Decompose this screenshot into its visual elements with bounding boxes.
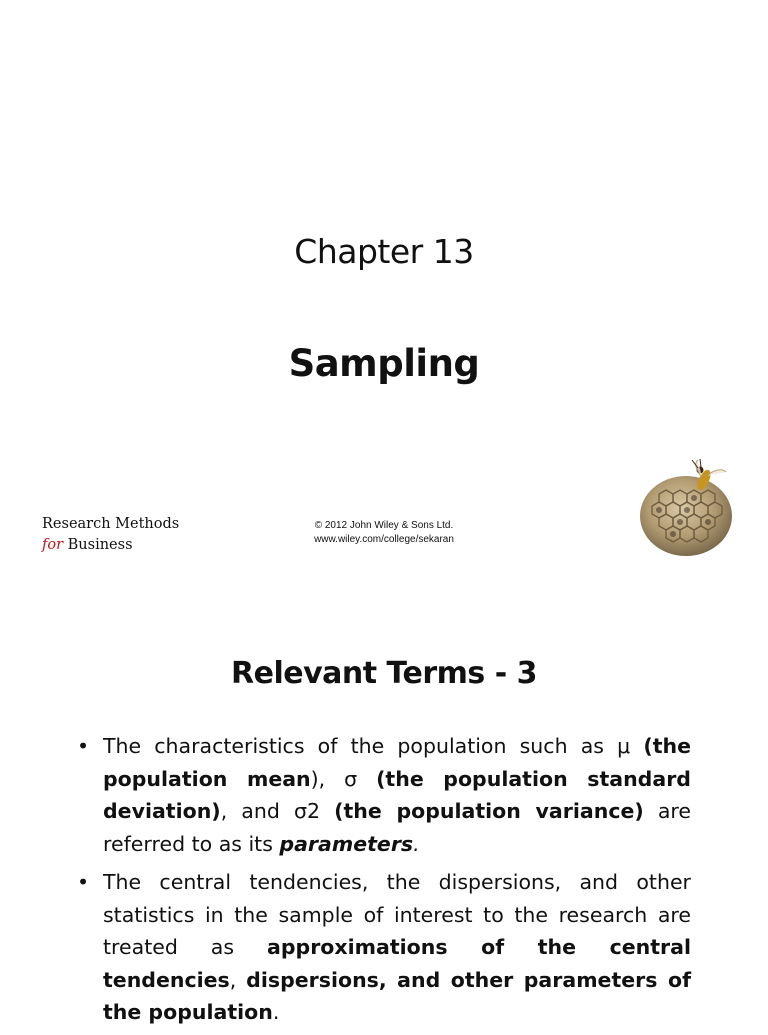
bullet-text: . [413, 831, 420, 856]
book-title-line1: Research Methods [42, 516, 180, 532]
book-title-line2 [42, 535, 179, 556]
book-title-business: Business [67, 537, 133, 553]
bold-term: (the population standard deviation) [103, 766, 691, 823]
slide-relevant-terms [0, 610, 768, 1024]
publisher-url: www.wiley.com/college/sekaran [314, 534, 454, 545]
slide-title: Relevant Terms - 3 [231, 656, 537, 691]
bullet-text: , and σ2 [220, 799, 335, 823]
emphasis-term: parameters [279, 831, 414, 856]
bold-term: approximations of the central tendencies [103, 935, 691, 992]
bullet-icon: • [77, 870, 90, 894]
book-title-for: for [42, 537, 64, 553]
bullet-text: The characteristics of the population such as μ [103, 734, 644, 758]
bullet-list [77, 730, 691, 1035]
copyright-notice [284, 519, 484, 547]
bullet-item-approximations [77, 866, 691, 1029]
bullet-text: , [229, 967, 247, 992]
book-title-logo [42, 514, 179, 556]
bullet-item-parameters [77, 730, 691, 860]
bold-term: (the population mean [103, 734, 691, 791]
bullet-text: The central tendencies, the dispersions, and other statistics in the sample of interest to the research are treated as [103, 870, 691, 959]
bullet-text: are referred to as its [103, 799, 691, 856]
chapter-title: Chapter 13 [294, 232, 474, 271]
bold-term: dispersions, and other parameters of the population [103, 967, 691, 1024]
wasp-nest-image [632, 458, 736, 560]
bullet-text: ), σ [310, 766, 377, 791]
bullet-icon: • [77, 734, 90, 758]
copyright-line: © 2012 John Wiley & Sons Ltd. [314, 520, 454, 531]
chapter-subtitle: Sampling [288, 342, 480, 385]
bullet-text: . [272, 1000, 280, 1024]
bold-term: (the population variance) [334, 799, 644, 823]
